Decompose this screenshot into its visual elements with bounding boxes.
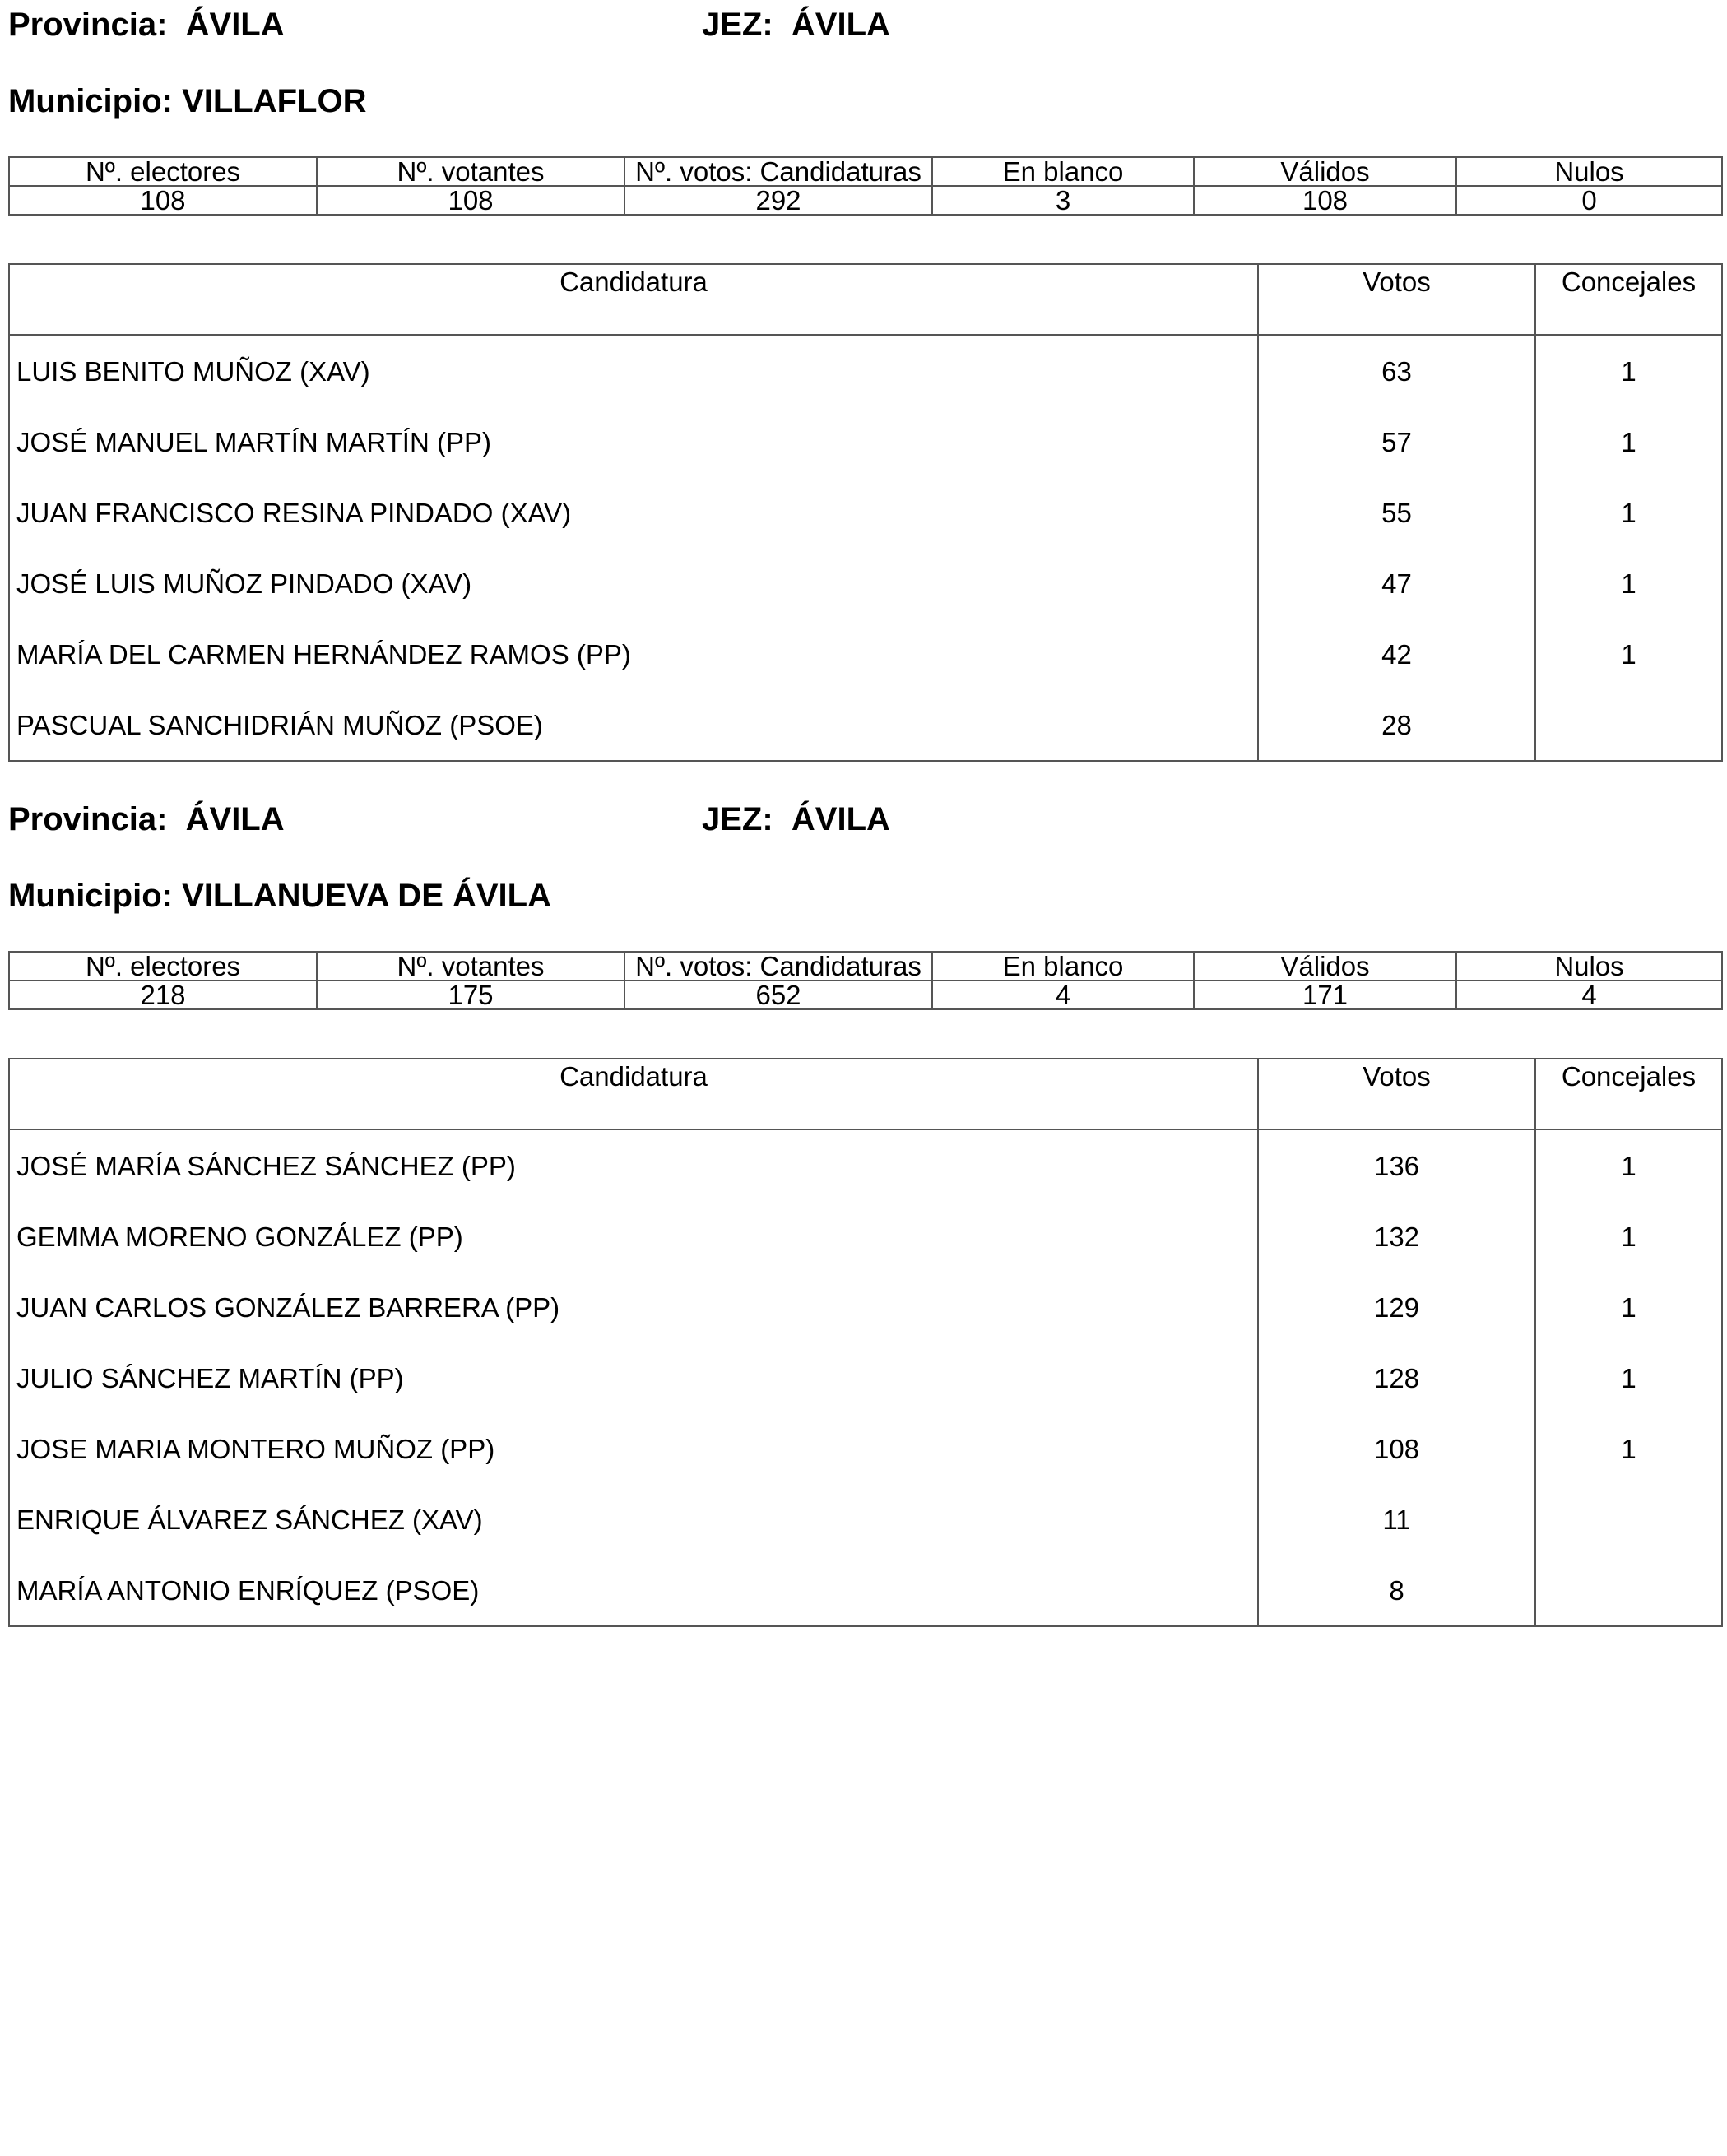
summary-header-cell: Nº. votantes (317, 157, 624, 186)
candidate-votos: 136 (1258, 1129, 1535, 1201)
summary-header-cell: Nº. electores (9, 157, 317, 186)
summary-value-cell: 108 (9, 186, 317, 215)
candidates-header-row (9, 264, 1722, 335)
municipio-title: Municipio: VILLANUEVA DE ÁVILA (8, 878, 551, 914)
candidate-concejales: 1 (1535, 1201, 1722, 1272)
candidate-name: PASCUAL SANCHIDRIÁN MUÑOZ (PSOE) (9, 689, 1258, 761)
jez-label: JEZ: ÁVILA (702, 7, 890, 43)
summary-value-cell: 0 (1456, 186, 1722, 215)
candidate-name: MARÍA DEL CARMEN HERNÁNDEZ RAMOS (PP) (9, 619, 1258, 689)
candidate-votos: 11 (1258, 1484, 1535, 1555)
summary-header-row (9, 157, 1722, 186)
candidate-name: ENRIQUE ÁLVAREZ SÁNCHEZ (XAV) (9, 1484, 1258, 1555)
summary-header-row (9, 952, 1722, 981)
summary-value-cell: 171 (1194, 981, 1456, 1009)
provincia-label: Provincia: ÁVILA (8, 801, 285, 837)
header-candidatura: Candidatura (9, 1059, 1258, 1129)
summary-table (8, 156, 1723, 216)
municipio-section-villanueva-de-avila (8, 795, 1721, 1606)
summary-header-cell: Nº. votos: Candidaturas (624, 157, 932, 186)
candidate-concejales: 1 (1535, 406, 1722, 477)
summary-header-cell: En blanco (932, 157, 1194, 186)
summary-value-cell: 218 (9, 981, 317, 1009)
candidate-name: JULIO SÁNCHEZ MARTÍN (PP) (9, 1342, 1258, 1413)
candidates-table (8, 1058, 1723, 1627)
candidate-concejales (1535, 1555, 1722, 1626)
summary-header-cell: Válidos (1194, 952, 1456, 981)
summary-value-cell: 3 (932, 186, 1194, 215)
candidate-row (9, 335, 1722, 406)
candidate-row (9, 1272, 1722, 1342)
candidate-concejales: 1 (1535, 335, 1722, 406)
candidate-concejales: 1 (1535, 1413, 1722, 1484)
candidate-row (9, 619, 1722, 689)
candidate-concejales: 1 (1535, 1272, 1722, 1342)
candidate-votos: 63 (1258, 335, 1535, 406)
header-votos: Votos (1258, 1059, 1535, 1129)
summary-value-cell: 4 (1456, 981, 1722, 1009)
candidate-row (9, 689, 1722, 761)
candidate-name: JOSÉ MANUEL MARTÍN MARTÍN (PP) (9, 406, 1258, 477)
candidates-table (8, 263, 1723, 762)
summary-value-cell: 108 (1194, 186, 1456, 215)
header-row (8, 4, 1721, 45)
candidate-votos: 47 (1258, 548, 1535, 619)
header-row (8, 799, 1721, 840)
header-concejales: Concejales (1535, 1059, 1722, 1129)
candidate-row (9, 1201, 1722, 1272)
candidate-row (9, 477, 1722, 548)
candidate-votos: 57 (1258, 406, 1535, 477)
candidate-name: MARÍA ANTONIO ENRÍQUEZ (PSOE) (9, 1555, 1258, 1626)
candidate-concejales: 1 (1535, 548, 1722, 619)
summary-value-cell: 108 (317, 186, 624, 215)
summary-value-cell: 292 (624, 186, 932, 215)
document-page (8, 0, 1721, 1606)
summary-header-cell: Nulos (1456, 157, 1722, 186)
header-votos: Votos (1258, 264, 1535, 335)
candidate-row (9, 406, 1722, 477)
candidate-concejales: 1 (1535, 1129, 1722, 1201)
candidate-name: JUAN FRANCISCO RESINA PINDADO (XAV) (9, 477, 1258, 548)
summary-header-cell: Nº. votantes (317, 952, 624, 981)
candidate-votos: 28 (1258, 689, 1535, 761)
summary-value-cell: 652 (624, 981, 932, 1009)
candidate-row (9, 1555, 1722, 1626)
municipio-section-villaflor (8, 0, 1721, 795)
candidate-name: GEMMA MORENO GONZÁLEZ (PP) (9, 1201, 1258, 1272)
summary-header-cell: Nº. votos: Candidaturas (624, 952, 932, 981)
summary-value-row (9, 186, 1722, 215)
candidate-concejales: 1 (1535, 619, 1722, 689)
candidate-votos: 55 (1258, 477, 1535, 548)
candidate-row (9, 548, 1722, 619)
summary-value-row (9, 981, 1722, 1009)
summary-value-cell: 4 (932, 981, 1194, 1009)
municipio-title: Municipio: VILLAFLOR (8, 83, 367, 119)
candidate-concejales (1535, 1484, 1722, 1555)
summary-header-cell: Nº. electores (9, 952, 317, 981)
summary-header-cell: Nulos (1456, 952, 1722, 981)
candidate-votos: 128 (1258, 1342, 1535, 1413)
candidate-name: LUIS BENITO MUÑOZ (XAV) (9, 335, 1258, 406)
summary-table (8, 951, 1723, 1010)
header-concejales: Concejales (1535, 264, 1722, 335)
candidate-name: JUAN CARLOS GONZÁLEZ BARRERA (PP) (9, 1272, 1258, 1342)
candidate-name: JOSÉ MARÍA SÁNCHEZ SÁNCHEZ (PP) (9, 1129, 1258, 1201)
jez-label: JEZ: ÁVILA (702, 801, 890, 837)
candidates-header-row (9, 1059, 1722, 1129)
summary-header-cell: En blanco (932, 952, 1194, 981)
candidate-row (9, 1413, 1722, 1484)
candidate-votos: 132 (1258, 1201, 1535, 1272)
candidate-row (9, 1484, 1722, 1555)
provincia-label: Provincia: ÁVILA (8, 7, 285, 43)
candidate-votos: 8 (1258, 1555, 1535, 1626)
candidate-row (9, 1342, 1722, 1413)
summary-value-cell: 175 (317, 981, 624, 1009)
candidate-votos: 108 (1258, 1413, 1535, 1484)
candidate-row (9, 1129, 1722, 1201)
candidate-concejales: 1 (1535, 477, 1722, 548)
candidate-concejales: 1 (1535, 1342, 1722, 1413)
candidate-name: JOSE MARIA MONTERO MUÑOZ (PP) (9, 1413, 1258, 1484)
candidate-concejales (1535, 689, 1722, 761)
candidate-votos: 42 (1258, 619, 1535, 689)
summary-header-cell: Válidos (1194, 157, 1456, 186)
header-candidatura: Candidatura (9, 264, 1258, 335)
candidate-votos: 129 (1258, 1272, 1535, 1342)
candidate-name: JOSÉ LUIS MUÑOZ PINDADO (XAV) (9, 548, 1258, 619)
